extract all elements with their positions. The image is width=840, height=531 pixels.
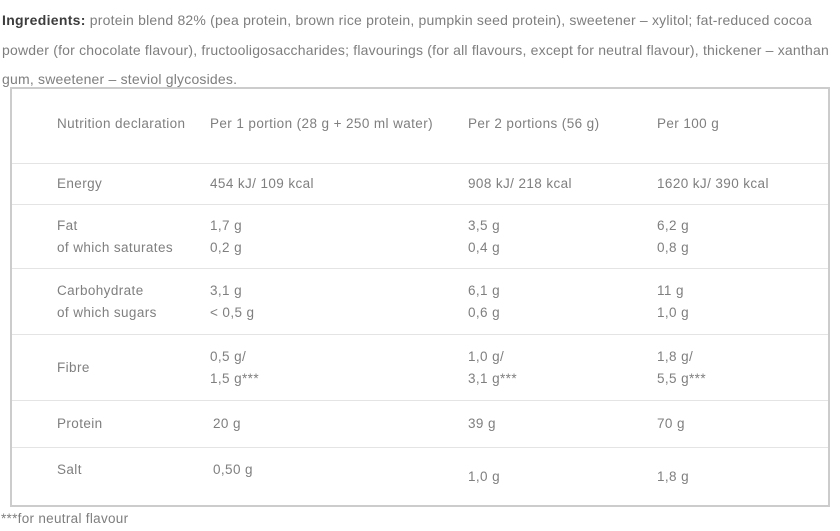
ingredients-paragraph <box>2 6 838 95</box>
carbohydrate-per-1-portion: 3,1 g < 0,5 g <box>210 282 255 320</box>
column-header-per-100g <box>657 113 828 135</box>
energy-per-2-portions: 908 kJ/ 218 kcal <box>468 176 572 191</box>
row-label: Fat of which saturates <box>57 217 174 255</box>
column-header-per-2-portions <box>468 113 657 135</box>
table-header-row <box>12 89 828 163</box>
table-row-salt <box>12 447 828 501</box>
table-row-fibre <box>12 334 828 400</box>
table-row-energy <box>12 163 828 204</box>
row-label: Carbohydrate of which sugars <box>57 282 157 320</box>
fat-per-2-portions: 3,5 g 0,4 g <box>468 217 501 255</box>
carbohydrate-per-2-portions: 6,1 g 0,6 g <box>468 282 501 320</box>
row-label: Energy <box>57 176 103 191</box>
table-row-fat <box>12 204 828 268</box>
fibre-per-100g: 1,8 g/ 5,5 g*** <box>657 348 706 386</box>
column-header-label: Per 2 portions (56 g) <box>468 116 600 131</box>
row-label: Protein <box>57 416 103 431</box>
salt-per-1-portion: 0,50 g <box>213 462 253 477</box>
protein-per-1-portion: 20 g <box>213 416 241 431</box>
column-header-nutrition-declaration <box>57 113 210 135</box>
row-label: Salt <box>57 462 82 477</box>
column-header-label: Nutrition declaration <box>57 116 186 131</box>
fat-per-100g: 6,2 g 0,8 g <box>657 217 690 255</box>
nutrition-declaration-table <box>10 87 830 507</box>
protein-per-100g: 70 g <box>657 416 685 431</box>
column-header-label: Per 100 g <box>657 116 720 131</box>
footnote-neutral-flavour: ***for neutral flavour <box>1 511 129 526</box>
salt-per-2-portions: 1,0 g <box>468 469 501 484</box>
fat-per-1-portion: 1,7 g 0,2 g <box>210 217 243 255</box>
ingredients-text: protein blend 82% (pea protein, brown rice protein, pumpkin seed protein), sweetener – xylitol; fat-reduced cocoa powder (for chocolate flavour), fructooligosaccharides; flavourings (for all flavours, except for neutral flavour), thickener – xanthan gum, sweetener – steviol glycosides. <box>2 12 829 87</box>
salt-per-100g: 1,8 g <box>657 469 690 484</box>
row-label: Fibre <box>57 359 90 375</box>
table-row-protein <box>12 400 828 447</box>
energy-per-1-portion: 454 kJ/ 109 kcal <box>210 176 314 191</box>
fibre-per-2-portions: 1,0 g/ 3,1 g*** <box>468 348 517 386</box>
table-row-carbohydrate <box>12 268 828 334</box>
column-header-per-1-portion <box>210 113 468 135</box>
carbohydrate-per-100g: 11 g 1,0 g <box>657 282 690 320</box>
ingredients-label: Ingredients: <box>2 12 86 28</box>
fibre-per-1-portion: 0,5 g/ 1,5 g*** <box>210 348 259 386</box>
energy-per-100g: 1620 kJ/ 390 kcal <box>657 176 769 191</box>
protein-per-2-portions: 39 g <box>468 416 496 431</box>
column-header-label: Per 1 portion (28 g + 250 ml water) <box>210 116 433 131</box>
